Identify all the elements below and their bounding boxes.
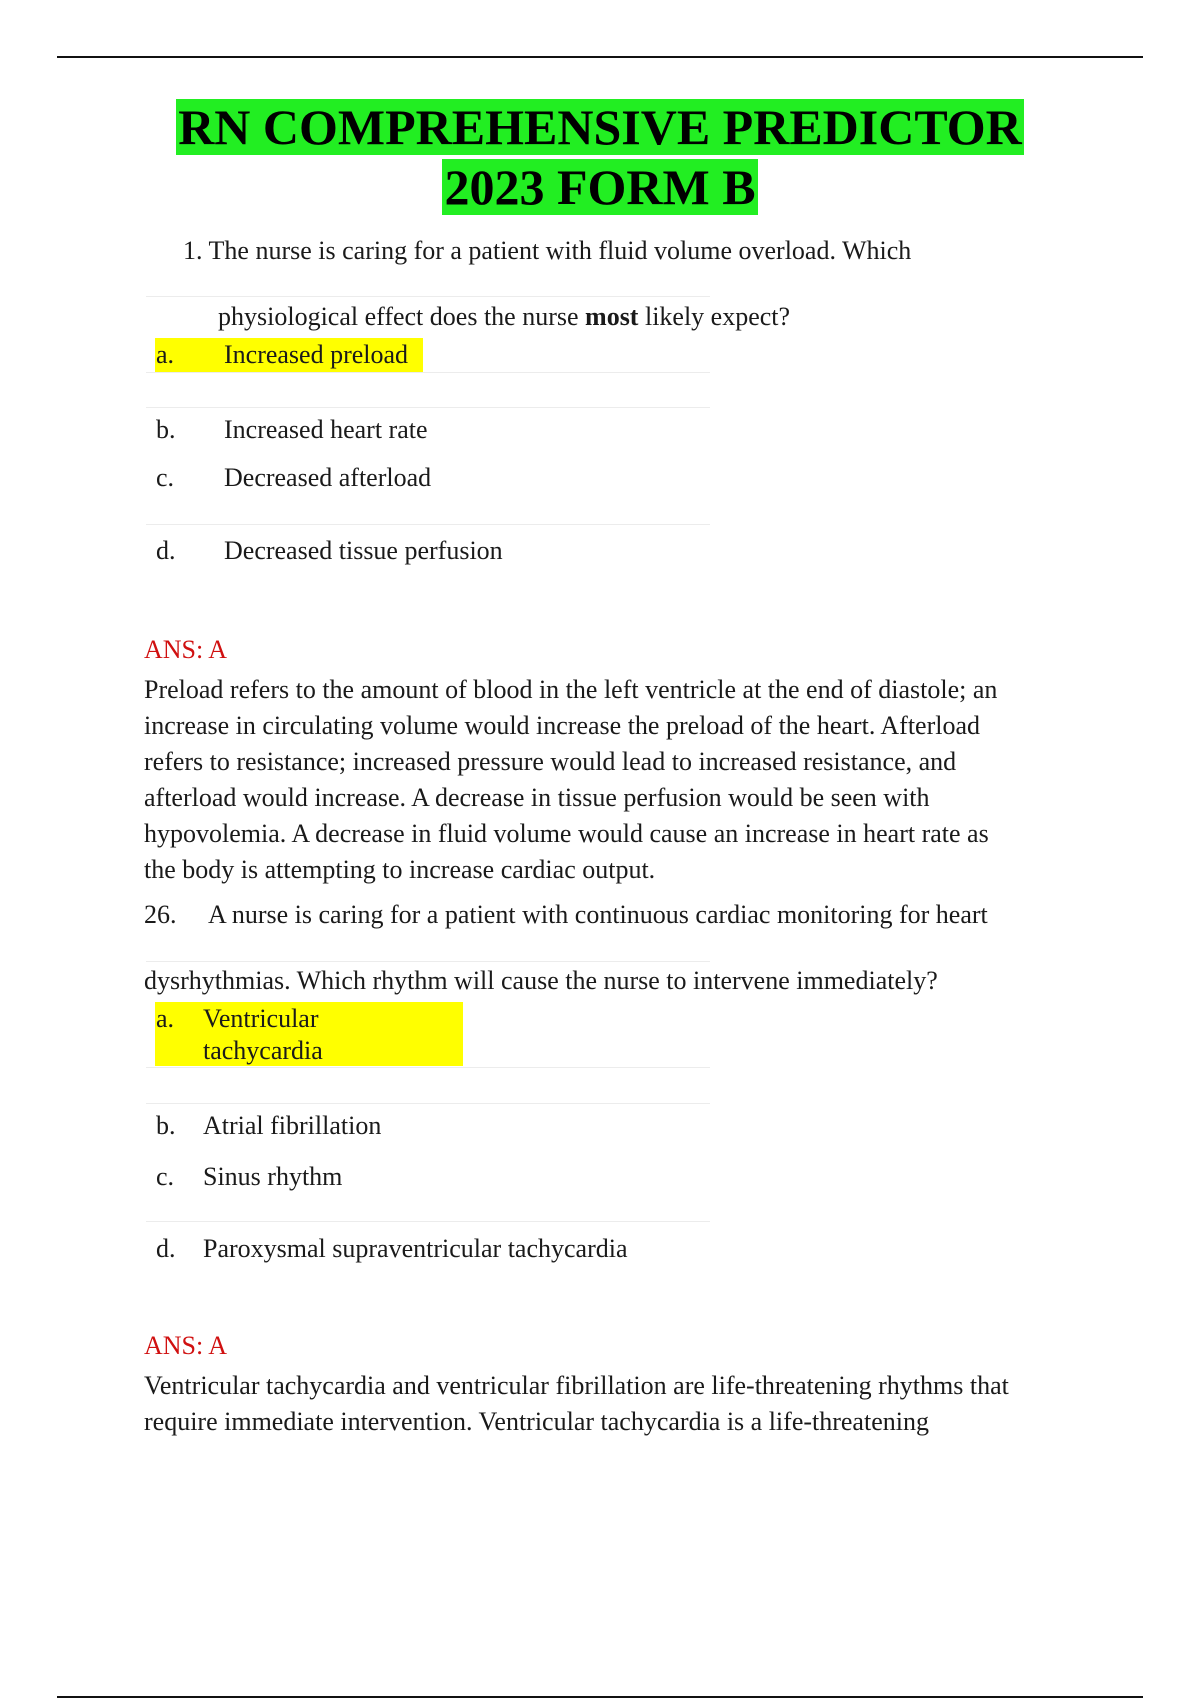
divider — [146, 1221, 710, 1222]
option-letter: c. — [156, 463, 175, 492]
top-rule — [57, 56, 1143, 58]
option-increased-heart-rate: Increased heart rate — [224, 415, 428, 444]
rationale-line: require immediate intervention. Ventricular tachycardia is a life-threatening — [144, 1407, 929, 1436]
question-number: 26. — [144, 900, 177, 929]
question-1-stem-line-2: physiological effect does the nurse most likely expect? — [218, 302, 791, 331]
divider — [146, 407, 710, 408]
option-paroxysmal-svt: Paroxysmal supraventricular tachycardia — [203, 1234, 628, 1263]
divider — [146, 1103, 710, 1104]
rationale-line: afterload would increase. A decrease in tissue perfusion would be seen with — [144, 783, 930, 812]
rationale-line: refers to resistance; increased pressure would lead to increased resistance, and — [144, 747, 957, 776]
option-ventricular-line-2: tachycardia — [203, 1036, 323, 1065]
bottom-rule — [57, 1696, 1143, 1698]
rationale-line: the body is attempting to increase cardiac output. — [144, 855, 656, 884]
document-title-line-1: RN COMPREHENSIVE PREDICTOR — [178, 99, 1022, 155]
divider — [146, 372, 710, 373]
rationale — [144, 1368, 1094, 1440]
answer-label: ANS: A — [144, 635, 228, 664]
rationale-line: Preload refers to the amount of blood in the left ventricle at the end of diastole; an — [144, 675, 998, 704]
answer-label: ANS: A — [144, 1331, 228, 1360]
question-26-stem-line-2: dysrhythmias. Which rhythm will cause the nurse to intervene immediately? — [144, 966, 938, 995]
option-letter: a. — [156, 1004, 175, 1033]
option-atrial-fibrillation: Atrial fibrillation — [203, 1111, 382, 1140]
option-letter: b. — [156, 1111, 176, 1140]
divider — [146, 961, 710, 962]
option-letter: d. — [156, 1234, 176, 1263]
divider — [146, 1067, 710, 1068]
divider — [146, 296, 710, 297]
rationale-line: increase in circulating volume would increase the preload of the heart. Afterload — [144, 711, 980, 740]
option-ventricular-line-1: Ventricular — [203, 1004, 319, 1033]
document-title-line-2: 2023 FORM B — [444, 159, 756, 215]
question-1-stem-line-1: 1. The nurse is caring for a patient with fluid volume overload. Which — [183, 236, 912, 265]
rationale — [144, 672, 1094, 888]
option-decreased-tissue-perfusion: Decreased tissue perfusion — [224, 536, 503, 565]
option-letter: b. — [156, 415, 176, 444]
rationale-line: hypovolemia. A decrease in fluid volume would cause an increase in heart rate as — [144, 819, 989, 848]
option-increased-preload: Increased preload — [224, 340, 409, 369]
option-decreased-afterload: Decreased afterload — [224, 463, 432, 492]
rationale-line: Ventricular tachycardia and ventricular fibrillation are life-threatening rhythms that — [144, 1371, 1009, 1400]
option-letter: a. — [156, 340, 175, 369]
option-sinus-rhythm: Sinus rhythm — [203, 1162, 343, 1191]
question-26-stem-line-1: A nurse is caring for a patient with continuous cardiac monitoring for heart — [208, 900, 988, 929]
divider — [146, 524, 710, 525]
option-letter: d. — [156, 536, 176, 565]
option-letter: c. — [156, 1162, 175, 1191]
